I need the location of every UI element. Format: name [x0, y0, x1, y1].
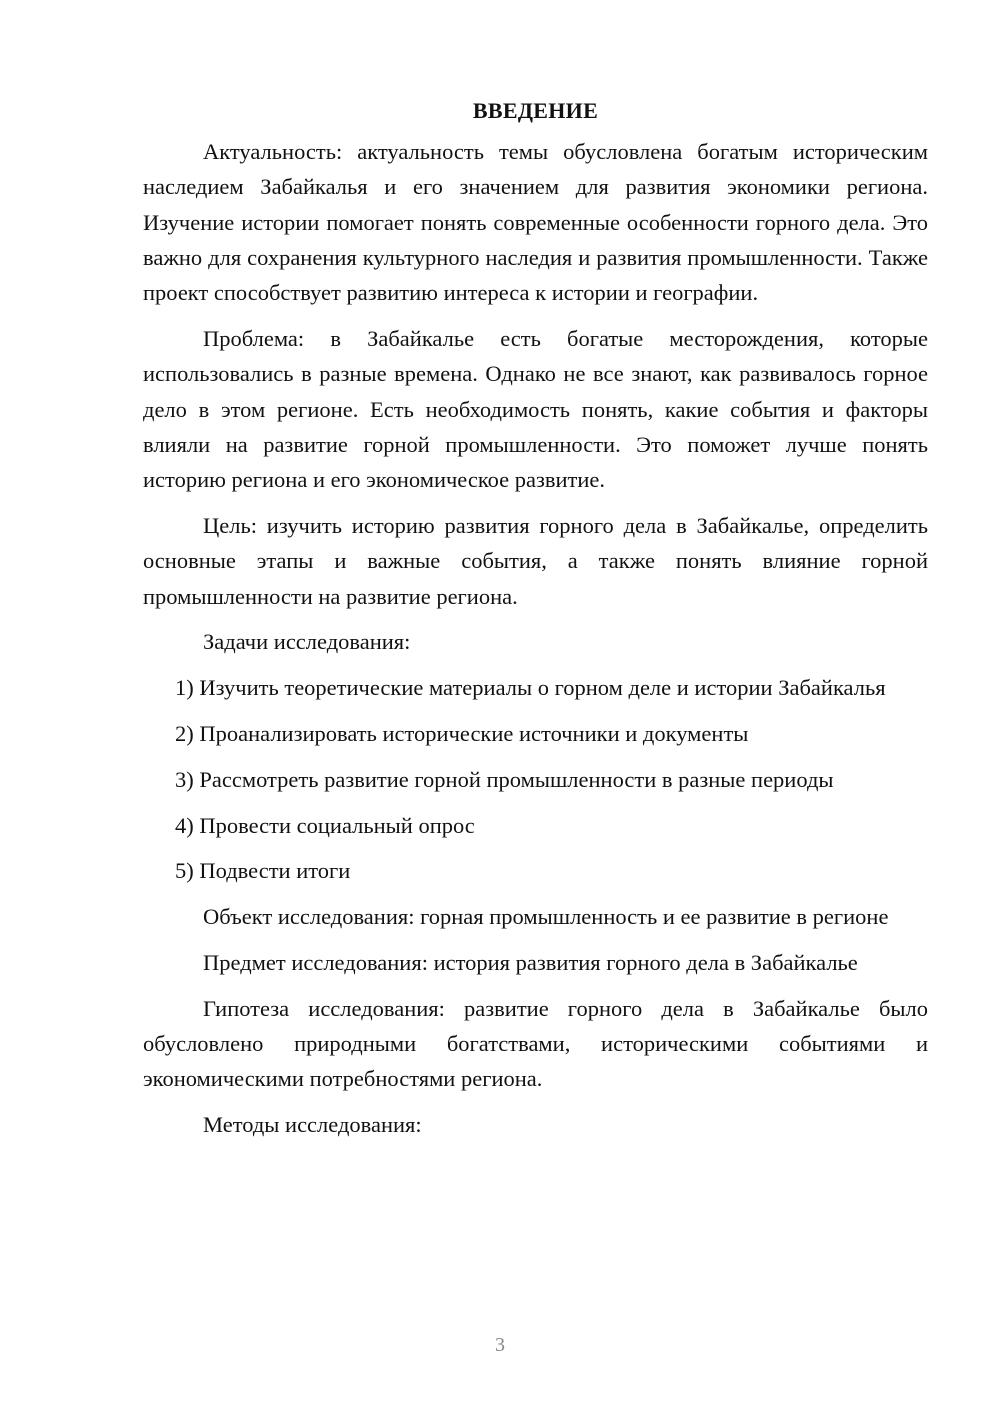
research-object: Объект исследования: горная промышленность и ее развитие в регионе: [203, 904, 889, 930]
task-item-1: 1) Изучить теоретические материалы о горном деле и истории Забайкалья: [175, 675, 886, 701]
methods-heading: Методы исследования:: [203, 1112, 422, 1138]
task-item-4: 4) Провести социальный опрос: [175, 812, 475, 838]
problem-paragraph: Проблема: в Забайкалье есть богатые месторождения, которые использовались в разные времена. Однако не все знают, как развивалось горное дело в этом регионе. Есть необходимость понять, какие события и факторы влияли на развитие горной промышленности. Это поможет лучше понять историю региона и его экономическое развитие.: [143, 325, 928, 493]
relevance-paragraph: Актуальность: актуальность темы обусловлена богатым историческим наследием Забайкалья и его значением для развития экономики региона. Изучение истории помогает понять современные особенности горного дела. Это важно для сохранения культурного наследия и развития промышленности. Также проект способствует развитию интереса к истории и географии.: [143, 139, 928, 306]
document-page: [143, 96, 928, 1153]
research-subject: Предмет исследования: история развития горного дела в Забайкалье: [203, 949, 858, 975]
task-item-5: 5) Подвести итоги: [175, 858, 351, 884]
page-number: 3: [495, 1334, 505, 1356]
tasks-heading: Задачи исследования:: [203, 629, 411, 655]
research-hypothesis: Гипотеза исследования: развитие горного дела в Забайкалье было обусловлено природными богатствами, историческими событиями и экономическими потребностями региона.: [143, 995, 928, 1092]
task-item-2: 2) Проанализировать исторические источники и документы: [175, 720, 749, 746]
goal-paragraph: Цель: изучить историю развития горного дела в Забайкалье, определить основные этапы и важные события, а также понять влияние горной промышленности на развитие региона.: [143, 512, 928, 609]
task-item-3: 3) Рассмотреть развитие горной промышленности в разные периоды: [175, 766, 834, 792]
page-title: ВВЕДЕНИЕ: [472, 98, 599, 123]
